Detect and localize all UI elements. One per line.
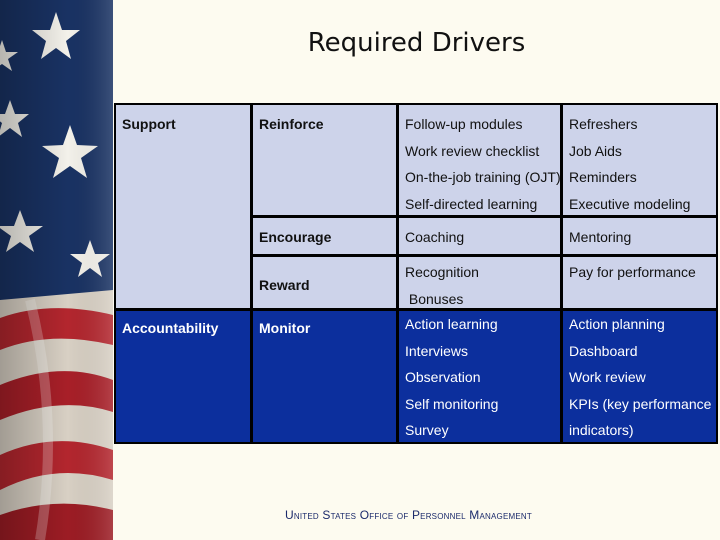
encourage-label: Encourage	[259, 229, 332, 245]
reinforce-cell	[253, 105, 396, 215]
accountability-cell	[116, 311, 250, 442]
list-item: Self-directed learning	[405, 195, 538, 212]
list-item: Observation	[405, 369, 481, 385]
encourage-col2	[563, 218, 716, 254]
monitor-cell	[253, 311, 396, 442]
list-item: Job Aids	[569, 142, 622, 159]
list-item: Work review checklist	[405, 142, 540, 159]
reward-col2	[563, 257, 716, 308]
list-item: Follow-up modules	[405, 116, 523, 132]
list-item: Bonuses	[405, 290, 464, 307]
support-cell	[116, 105, 250, 308]
reward-label: Reward	[259, 277, 310, 293]
support-label: Support	[122, 116, 176, 132]
footer-opm: United States Office of Personnel Management	[285, 508, 532, 522]
monitor-col1	[399, 311, 560, 442]
list-item: Action planning	[569, 316, 665, 332]
list-item: Self monitoring	[405, 395, 499, 412]
drivers-table	[114, 103, 718, 444]
list-item: Interviews	[405, 342, 469, 359]
list-item: KPIs (key performance	[569, 395, 712, 412]
reinforce-col1	[399, 105, 560, 215]
list-item: On-the-job training (OJT)	[405, 169, 561, 185]
reinforce-label: Reinforce	[259, 116, 324, 132]
monitor-col2	[563, 311, 716, 442]
accountability-label: Accountability	[122, 320, 219, 336]
list-item: Survey	[405, 422, 449, 438]
page-title: Required Drivers	[307, 28, 526, 58]
list-item: Pay for performance	[569, 264, 696, 280]
monitor-label: Monitor	[259, 320, 311, 336]
list-item: Mentoring	[569, 229, 632, 245]
list-item: Coaching	[405, 229, 465, 245]
list-item: Work review	[569, 369, 646, 385]
reinforce-col2	[563, 105, 716, 215]
reward-cell	[253, 257, 396, 308]
list-item: Dashboard	[569, 342, 638, 359]
list-item: Recognition	[405, 264, 479, 280]
american-flag-image	[0, 0, 113, 540]
list-item: Refreshers	[569, 116, 638, 132]
encourage-col1	[399, 218, 560, 254]
encourage-cell	[253, 218, 396, 254]
reward-col1	[399, 257, 560, 308]
list-item: indicators)	[569, 422, 634, 438]
list-item: Reminders	[569, 169, 637, 185]
list-item: Action learning	[405, 316, 498, 332]
list-item: Executive modeling	[569, 195, 691, 212]
